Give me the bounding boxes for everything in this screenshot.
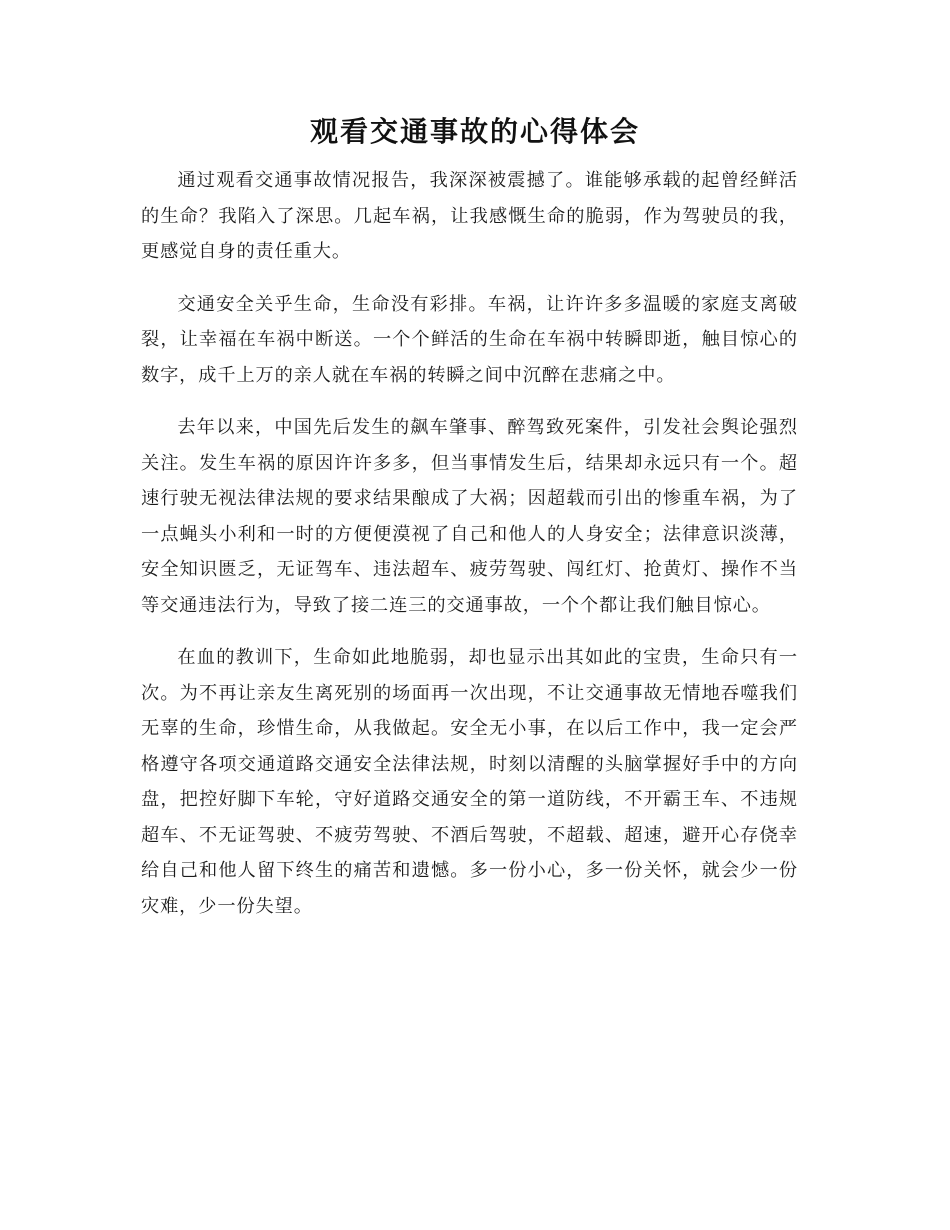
document-title: 观看交通事故的心得体会	[309, 115, 640, 148]
paragraph-1: 通过观看交通事故情况报告，我深深被震撼了。谁能够承载的起曾经鲜活的生命？我陷入了深思。几起车祸，让我感慨生命的脆弱，作为驾驶员的我，更感觉自身的责任重大。	[141, 170, 798, 262]
document-body	[141, 163, 798, 924]
paragraph-3: 去年以来，中国先后发生的飙车肇事、醉驾致死案件，引发社会舆论强烈关注。发生车祸的原因许许多多，但当事情发生后，结果却永远只有一个。超速行驶无视法律法规的要求结果酿成了大祸；因超载而引出的惨重车祸，为了一点蝇头小利和一时的方便便漠视了自己和他人的人身安全；法律意识淡薄，安全知识匮乏，无证驾车、违法超车、疲劳驾驶、闯红灯、抢黄灯、操作不当等交通违法行为，导致了接二连三的交通事故，一个个都让我们触目惊心。	[141, 417, 798, 616]
paragraph-4: 在血的教训下，生命如此地脆弱，却也显示出其如此的宝贵，生命只有一次。为不再让亲友生离死别的场面再一次出现，不让交通事故无情地吞噬我们无辜的生命，珍惜生命，从我做起。安全无小事，在以后工作中，我一定会严格遵守各项交通道路交通安全法律法规，时刻以清醒的头脑掌握好手中的方向盘，把控好脚下车轮，守好道路交通安全的第一道防线，不开霸王车、不违规超车、不无证驾驶、不疲劳驾驶、不酒后驾驶，不超载、超速，避开心存侥幸给自己和他人留下终生的痛苦和遗憾。多一份小心，多一份关怀，就会少一份灾难，少一份失望。	[141, 647, 798, 917]
paragraph-2: 交通安全关乎生命，生命没有彩排。车祸，让许许多多温暖的家庭支离破裂，让幸福在车祸中断送。一个个鲜活的生命在车祸中转瞬即逝，触目惊心的数字，成千上万的亲人就在车祸的转瞬之间中沉醉在悲痛之中。	[141, 293, 798, 386]
